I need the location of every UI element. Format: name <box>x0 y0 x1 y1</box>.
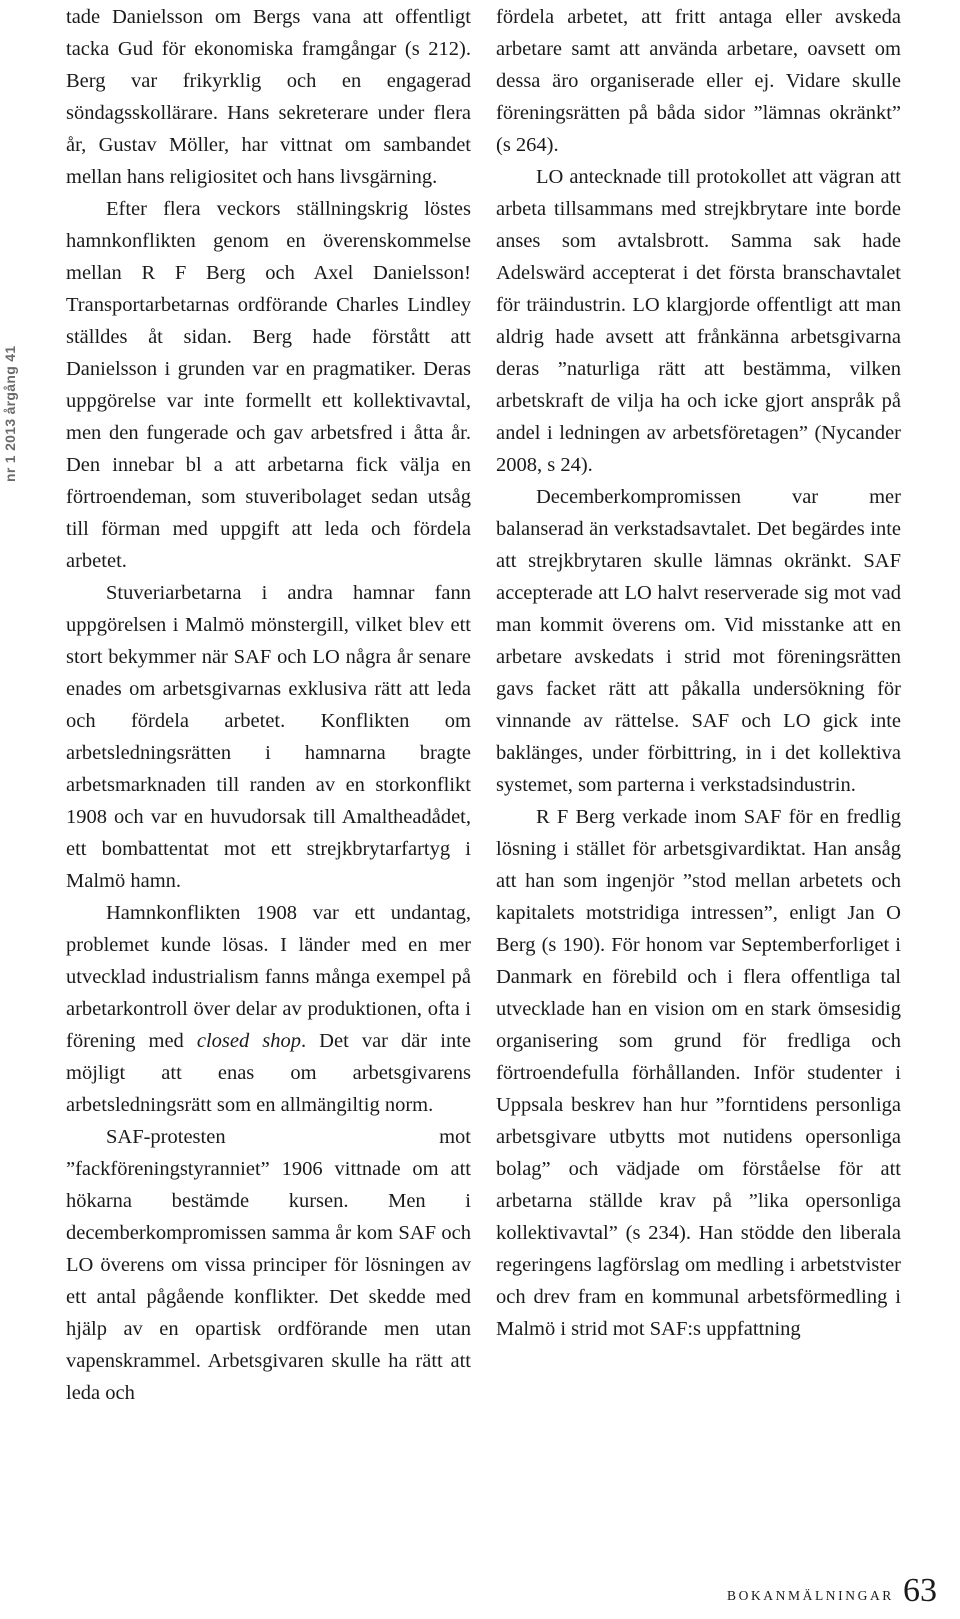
paragraph: Efter flera veckors ställningskrig löstes hamnkonflikten genom en överenskommelse mellan R F Berg och Axel Danielsson! Transportarbetarnas ordförande Charles Lindley ställdes åt sidan. Berg hade förstått att Danielsson i grunden var en pragmatiker. Deras uppgörelse var inte formellt ett kollektivavtal, men den fungerade och gav arbetsfred i åtta år. Den innebar bl a att arbetarna fick välja en förtroendeman, som stuveribolaget sedan utsåg till förman med uppgift att leda och fördela arbetet. <box>66 198 471 572</box>
paragraph: fördela arbetet, att fritt antaga eller avskeda arbetare samt att använda arbetare, oavsett om dessa äro organiserade eller ej. Vidare skulle föreningsrätten på båda sidor ”lämnas okränkt” (s 264). <box>496 6 901 156</box>
page-number: 63 <box>903 1572 937 1609</box>
paragraph: LO antecknade till protokollet att vägran att arbeta tillsammans med strejkbrytare inte borde anses som avtalsbrott. Samma sak hade Adelswärd accepterat i det första branschavtalet för träindustrin. LO klargjorde offentligt att man aldrig hade avsett att frånkänna arbetsgivarna deras ”naturliga rätt att bestämma, vilken arbetskraft de vilja ha och icke gjort anspråk på andel i ledningen av arbetsföretagen” (Nycander 2008, s 24). <box>496 166 901 476</box>
paragraph: SAF-protesten mot ”fackföreningstyranniet” 1906 vittnade om att hökarna bestämde kursen. Men i decemberkompromissen samma år kom SAF och LO överens om vissa principer för lösningen av ett antal pågående konflikter. Det skedde med hjälp av en opartisk ordförande men utan vapenskrammel. Arbetsgivaren skulle ha rätt att leda och <box>66 1126 471 1404</box>
footer-section-title: BOKANMÄLNINGAR <box>727 1588 894 1603</box>
paragraph: Stuveriarbetarna i andra hamnar fann uppgörelsen i Malmö mönstergill, vilket blev ett stort bekymmer när SAF och LO några år senare enades om arbetsgivarnas exklusiva rätt att leda och fördela arbetet. Konflikten om arbetsledningsrätten i hamnarna bragte arbetsmarknaden till randen av en storkonflikt 1908 och var en huvudorsak till Amaltheadådet, ett bombattentat mot ett strejkbrytarfartyg i Malmö hamn. <box>66 582 471 892</box>
paragraph-text: . Det var där inte möjligt att enas om arbetsgivarens arbetsledningsrätt som en allmängiltig norm. <box>66 1030 471 1116</box>
paragraph: Decemberkompromissen var mer balanserad än verkstadsavtalet. Det begärdes inte att strejkbrytaren skulle lämnas okränkt. SAF accepterade att LO halvt reserverade sig mot vad man kommit överens om. Vid misstanke att en arbetare avskedats i strid mot föreningsrätten gavs facket rätt att påkalla undersökning för vinnande av rättelse. SAF och LO gick inte baklänges, under förbittring, in i det kollektiva systemet, som parterna i verkstadsindustrin. <box>496 486 901 796</box>
left-text-column <box>66 1 471 1409</box>
right-text-column <box>496 1 901 1345</box>
paragraph-text: Hamnkonflikten 1908 var ett undantag, problemet kunde lösas. I länder med en mer utvecklad industrialism fanns många exempel på arbetarkontroll över delar av produktionen, ofta i förening med <box>66 902 471 1052</box>
paragraph: tade Danielsson om Bergs vana att offentligt tacka Gud för ekonomiska framgångar (s 212). Berg var frikyrklig och en engagerad söndagsskollärare. Hans sekreterare under flera år, Gustav Möller, har vittnat om sambandet mellan hans religiositet och hans livsgärning. <box>66 6 471 188</box>
italic-term: closed shop <box>196 1030 301 1052</box>
paragraph <box>66 897 471 1121</box>
paragraph: R F Berg verkade inom SAF för en fredlig lösning i stället för arbetsgivardiktat. Han ansåg att han som ingenjör ”stod mellan arbetets och kapitalets motstridiga intressen”, enligt Jan O Berg (s 190). För honom var Septemberforliget i Danmark en förebild och i flera offentliga tal utvecklade han en vision om en stark ömsesidig organisering som grund för fredliga och förtroendefulla förhållanden. Inför studenter i Uppsala beskrev han hur ”forntidens personliga arbetsgivare utbytts mot nutidens opersonliga bolag” och vädjade om förståelse för att arbetarna ställde krav på ”lika opersonliga kollektivavtal” (s 234). Han stödde den liberala regeringens lagförslag om medling i arbetstvister och drev fram en kommunal arbetsförmedling i Malmö i strid mot SAF:s uppfattning <box>496 806 901 1340</box>
running-header-side-label: nr 1 2013 årgång 41 <box>2 345 18 482</box>
